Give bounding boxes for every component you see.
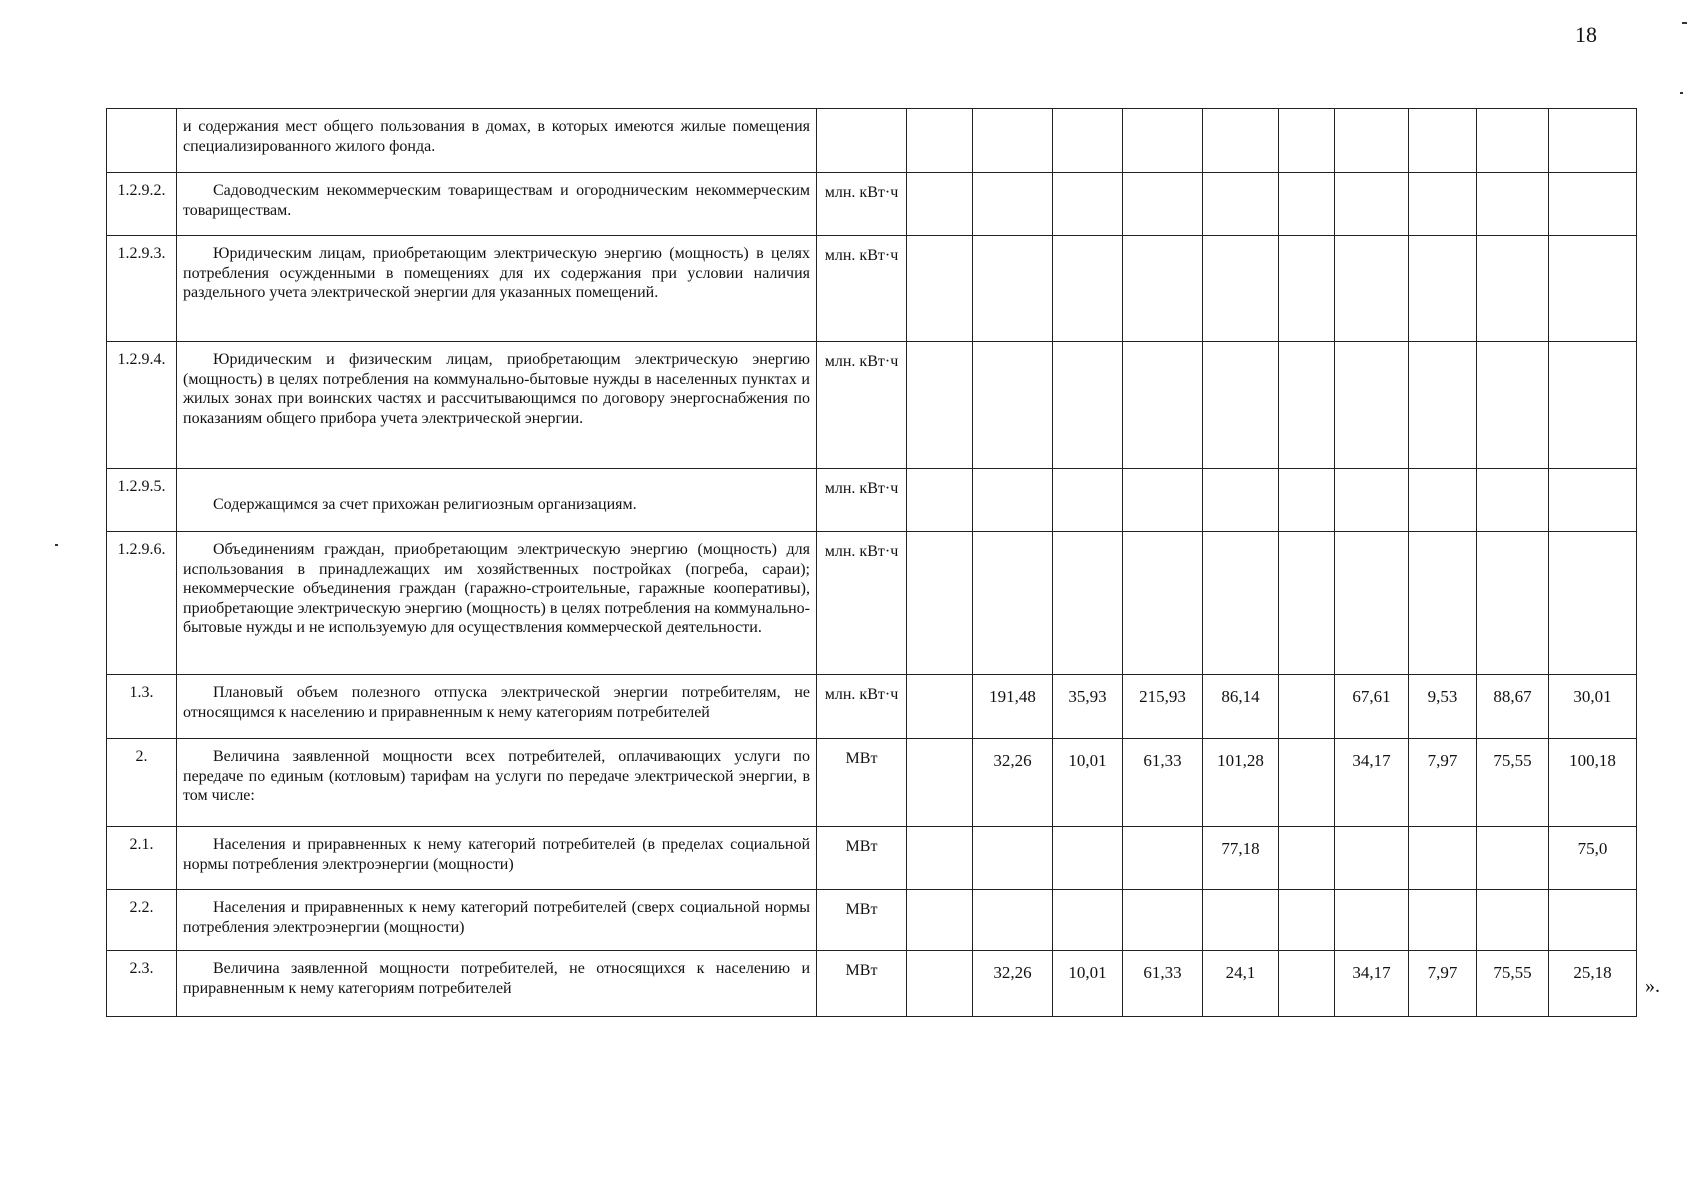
row-description — [177, 739, 817, 827]
value-cell — [1203, 532, 1279, 675]
row-number: 1.2.9.4. — [107, 342, 177, 469]
value-cell: 191,48 — [973, 675, 1053, 739]
value-cell — [1053, 890, 1123, 951]
value-cell: 34,17 — [1335, 739, 1409, 827]
row-description-text: Населения и приравненных к нему категорий потребителей (сверх социальной нормы потребления электроэнергии (мощности) — [183, 899, 810, 936]
value-cell — [1123, 469, 1203, 532]
row-description-text: и содержания мест общего пользования в домах, в которых имеются жилые помещения специализированного жилого фонда. — [183, 118, 810, 155]
value-cell — [907, 469, 973, 532]
value-cell — [973, 469, 1053, 532]
value-cell — [1053, 342, 1123, 469]
value-cell: 215,93 — [1123, 675, 1203, 739]
row-description-text: Объединениям граждан, приобретающим электрическую энергию (мощность) для использования в принадлежащих им хозяйственных постройках (погреба, сараи); некоммерческие объединения граждан (гаражно-строительные, гаражные кооперативы), приобретающие электрическую энергию (мощность) в целях потребления на коммунально-бытовые нужды и не используемую для осуществления коммерческой деятельности. — [183, 541, 810, 637]
value-cell — [1279, 890, 1335, 951]
row-description — [177, 827, 817, 890]
row-unit — [817, 109, 907, 173]
row-description-text: Населения и приравненных к нему категорий потребителей (в пределах социальной нормы потребления электроэнергии (мощности) — [183, 836, 810, 873]
table-row — [107, 739, 1637, 827]
value-cell — [1203, 469, 1279, 532]
value-cell — [1477, 109, 1549, 173]
value-cell — [907, 342, 973, 469]
value-cell: 7,97 — [1409, 739, 1477, 827]
value-cell — [1477, 890, 1549, 951]
table-row — [107, 342, 1637, 469]
value-cell — [1203, 173, 1279, 236]
value-cell — [1335, 109, 1409, 173]
value-cell: 86,14 — [1203, 675, 1279, 739]
value-cell — [1203, 342, 1279, 469]
value-cell — [1053, 469, 1123, 532]
value-cell: 10,01 — [1053, 951, 1123, 1017]
value-cell: 35,93 — [1053, 675, 1123, 739]
value-cell — [1335, 532, 1409, 675]
value-cell — [1409, 236, 1477, 342]
value-cell — [1409, 173, 1477, 236]
row-number: 1.2.9.5. — [107, 469, 177, 532]
value-cell: 88,67 — [1477, 675, 1549, 739]
row-number: 1.3. — [107, 675, 177, 739]
value-cell — [907, 890, 973, 951]
value-cell — [1279, 739, 1335, 827]
table-row — [107, 173, 1637, 236]
value-cell — [1279, 173, 1335, 236]
value-cell: 32,26 — [973, 951, 1053, 1017]
value-cell — [1123, 532, 1203, 675]
data-table — [106, 108, 1637, 1017]
value-cell — [1053, 109, 1123, 173]
row-unit: млн. кВт·ч — [817, 236, 907, 342]
table-row — [107, 675, 1637, 739]
value-cell — [1549, 342, 1637, 469]
scan-mark-left — [55, 544, 58, 546]
value-cell — [1409, 532, 1477, 675]
table-row — [107, 827, 1637, 890]
row-description-text: Садоводческим некоммерческим товариществам и огородническим некоммерческим товариществам. — [183, 182, 810, 219]
value-cell — [1335, 890, 1409, 951]
value-cell — [1549, 173, 1637, 236]
scan-mark-top — [1682, 22, 1687, 24]
row-description-text: Юридическим и физическим лицам, приобретающим электрическую энергию (мощность) в целях потребления на коммунально-бытовые нужды в населенных пунктах и жилых зонах при воинских частях и рассчитывающимся по договору энергоснабжения по показаниям общего прибора учета электрической энергии. — [183, 351, 810, 427]
row-unit: млн. кВт·ч — [817, 532, 907, 675]
value-cell — [1477, 827, 1549, 890]
value-cell — [1279, 469, 1335, 532]
value-cell — [1409, 109, 1477, 173]
value-cell — [973, 890, 1053, 951]
value-cell: 75,55 — [1477, 739, 1549, 827]
row-description-text: Плановый объем полезного отпуска электрической энергии потребителям, не относящимся к населению и приравненным к нему категориям потребителей — [183, 684, 810, 721]
value-cell — [907, 236, 973, 342]
value-cell — [1549, 469, 1637, 532]
value-cell — [1203, 890, 1279, 951]
row-unit: МВт — [817, 890, 907, 951]
row-description — [177, 236, 817, 342]
value-cell — [1477, 469, 1549, 532]
value-cell — [907, 827, 973, 890]
row-description-text: Содержащимся за счет прихожан религиозным организациям. — [213, 496, 637, 513]
value-cell — [1477, 532, 1549, 675]
value-cell — [973, 827, 1053, 890]
row-description-text: Величина заявленной мощности потребителей, не относящихся к населению и приравненным к нему категориям потребителей — [183, 960, 810, 997]
row-number: 2. — [107, 739, 177, 827]
value-cell — [1335, 173, 1409, 236]
value-cell: 25,18 — [1549, 951, 1637, 1017]
row-unit: млн. кВт·ч — [817, 342, 907, 469]
row-description — [177, 173, 817, 236]
value-cell — [1279, 951, 1335, 1017]
value-cell: 75,55 — [1477, 951, 1549, 1017]
value-cell — [1203, 236, 1279, 342]
value-cell: 100,18 — [1549, 739, 1637, 827]
value-cell — [1123, 342, 1203, 469]
row-description — [177, 532, 817, 675]
value-cell: 101,28 — [1203, 739, 1279, 827]
value-cell — [1279, 827, 1335, 890]
row-unit: МВт — [817, 951, 907, 1017]
row-description — [177, 469, 817, 532]
row-unit: млн. кВт·ч — [817, 173, 907, 236]
value-cell: 30,01 — [1549, 675, 1637, 739]
value-cell — [907, 532, 973, 675]
row-description — [177, 109, 817, 173]
row-number: 1.2.9.2. — [107, 173, 177, 236]
page-number: 18 — [1575, 22, 1597, 47]
value-cell — [973, 532, 1053, 675]
value-cell: 9,53 — [1409, 675, 1477, 739]
table-row — [107, 532, 1637, 675]
row-description — [177, 342, 817, 469]
value-cell: 67,61 — [1335, 675, 1409, 739]
value-cell — [1477, 236, 1549, 342]
value-cell — [1279, 342, 1335, 469]
value-cell — [1409, 469, 1477, 532]
value-cell — [1335, 469, 1409, 532]
value-cell — [1123, 173, 1203, 236]
value-cell — [1409, 342, 1477, 469]
value-cell: 61,33 — [1123, 951, 1203, 1017]
value-cell — [1053, 827, 1123, 890]
value-cell — [1477, 342, 1549, 469]
value-cell — [1203, 109, 1279, 173]
row-number: 2.3. — [107, 951, 177, 1017]
value-cell: 77,18 — [1203, 827, 1279, 890]
table-row — [107, 109, 1637, 173]
value-cell: 75,0 — [1549, 827, 1637, 890]
value-cell: 7,97 — [1409, 951, 1477, 1017]
value-cell — [1053, 532, 1123, 675]
row-number: 1.2.9.6. — [107, 532, 177, 675]
value-cell — [1279, 675, 1335, 739]
value-cell — [1123, 827, 1203, 890]
row-description-text: Юридическим лицам, приобретающим электрическую энергию (мощность) в целях потребления осужденными в помещениях для их содержания при условии наличия раздельного учета электрической энергии для указанных помещений. — [183, 245, 810, 302]
table-row — [107, 469, 1637, 532]
value-cell — [1123, 109, 1203, 173]
value-cell — [1335, 342, 1409, 469]
value-cell — [907, 951, 973, 1017]
row-number: 2.2. — [107, 890, 177, 951]
value-cell — [1279, 236, 1335, 342]
value-cell: 10,01 — [1053, 739, 1123, 827]
value-cell — [1335, 236, 1409, 342]
row-unit: млн. кВт·ч — [817, 469, 907, 532]
value-cell: 34,17 — [1335, 951, 1409, 1017]
row-description — [177, 890, 817, 951]
value-cell — [973, 236, 1053, 342]
row-description — [177, 951, 817, 1017]
value-cell — [1409, 890, 1477, 951]
row-number — [107, 109, 177, 173]
value-cell — [1053, 173, 1123, 236]
table-row — [107, 236, 1637, 342]
value-cell — [1549, 532, 1637, 675]
closing-quote: ». — [1645, 975, 1660, 997]
value-cell — [1549, 236, 1637, 342]
value-cell — [1279, 109, 1335, 173]
value-cell — [973, 109, 1053, 173]
table-row — [107, 951, 1637, 1017]
value-cell — [1335, 827, 1409, 890]
value-cell — [973, 342, 1053, 469]
value-cell: 61,33 — [1123, 739, 1203, 827]
value-cell — [1053, 236, 1123, 342]
row-unit: МВт — [817, 739, 907, 827]
value-cell — [907, 739, 973, 827]
value-cell — [907, 109, 973, 173]
value-cell — [1123, 890, 1203, 951]
value-cell — [1549, 109, 1637, 173]
value-cell — [907, 173, 973, 236]
value-cell: 24,1 — [1203, 951, 1279, 1017]
value-cell — [907, 675, 973, 739]
value-cell — [1549, 890, 1637, 951]
table-row — [107, 890, 1637, 951]
value-cell — [1409, 827, 1477, 890]
value-cell: 32,26 — [973, 739, 1053, 827]
value-cell — [1123, 236, 1203, 342]
row-unit: млн. кВт·ч — [817, 675, 907, 739]
row-number: 1.2.9.3. — [107, 236, 177, 342]
value-cell — [1279, 532, 1335, 675]
value-cell — [1477, 173, 1549, 236]
row-number: 2.1. — [107, 827, 177, 890]
row-unit: МВт — [817, 827, 907, 890]
row-description — [177, 675, 817, 739]
value-cell — [973, 173, 1053, 236]
row-description-text: Величина заявленной мощности всех потребителей, оплачивающих услуги по передаче по единым (котловым) тарифам на услуги по передаче электрической энергии, в том числе: — [183, 748, 810, 805]
scan-mark-mid — [1680, 92, 1683, 94]
